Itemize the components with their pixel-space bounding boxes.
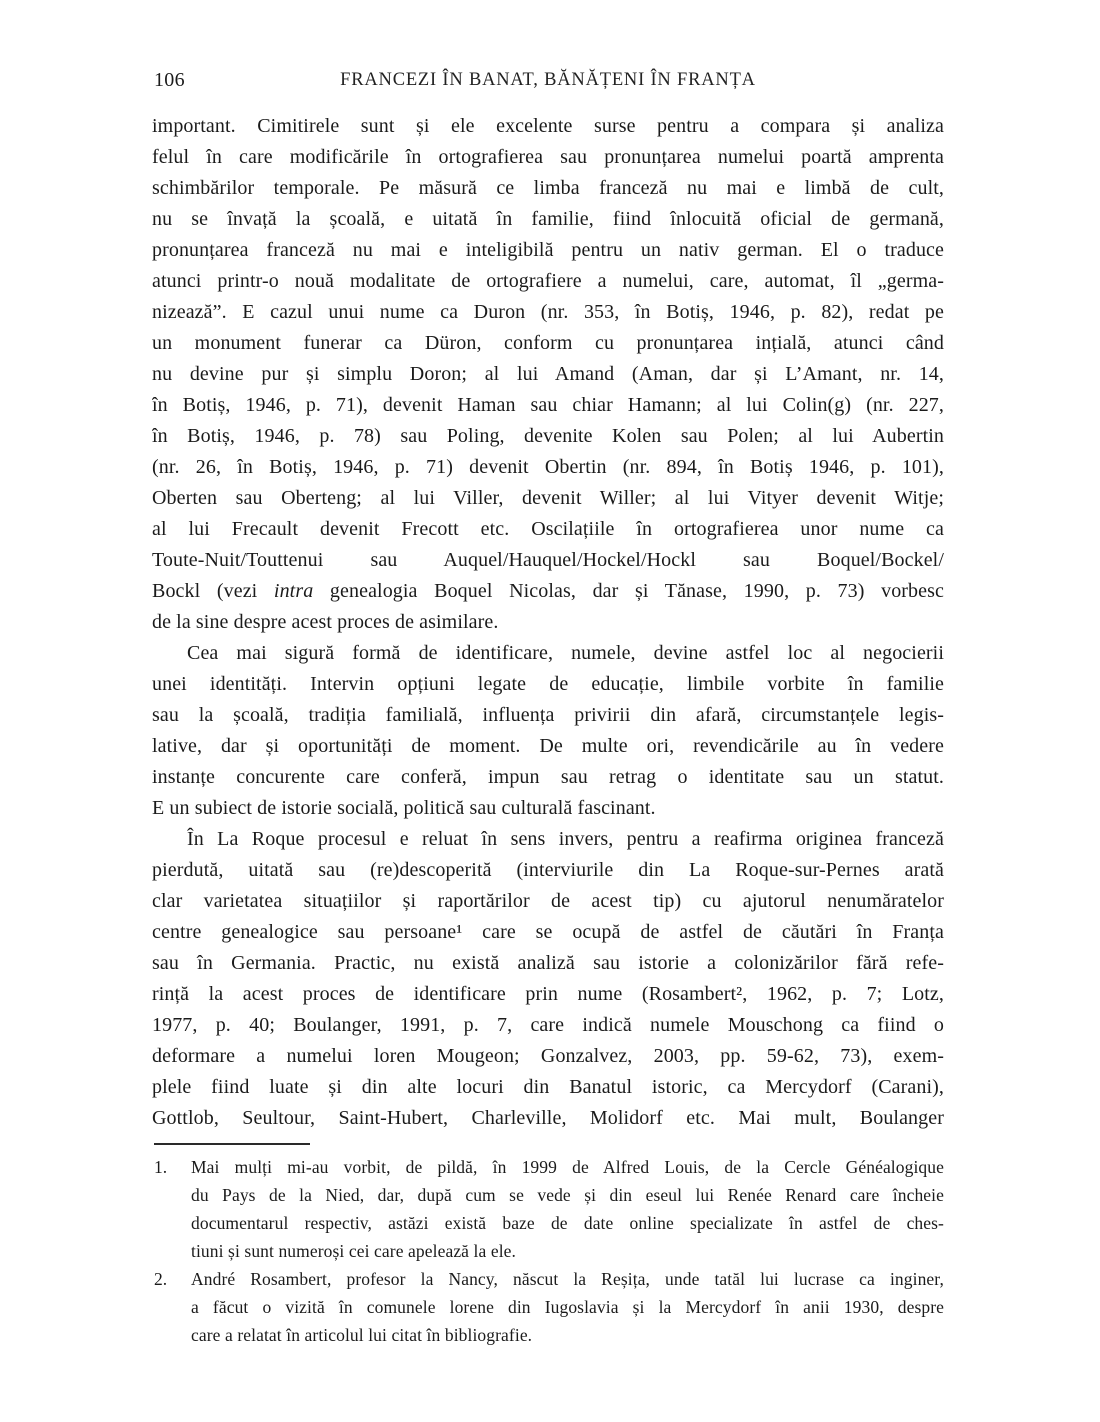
text-line (152, 762, 944, 793)
page-header (152, 68, 944, 92)
body-text (152, 111, 944, 1134)
text-line (152, 700, 944, 731)
text-segment: un monument funerar ca Düron, conform cu pronunțarea ințială, atunci când (152, 332, 944, 354)
running-header: FRANCEZI ÎN BANAT, BĂNĂȚENI ÎN FRANȚA (340, 70, 756, 90)
text-segment: a făcut o vizită în comunele lorene din Iugoslavia și la Mercydorf în anii 1930, despre (191, 1297, 944, 1317)
footnote (152, 1153, 944, 1265)
text-line (152, 1072, 944, 1103)
text-segment: pierdută, uitată sau (re)descoperită (interviurile din La Roque-sur-Pernes arată (152, 859, 944, 881)
text-segment: clar varietatea situațiilor și raportărilor de acest tip) cu ajutorul nenumăratelor (152, 890, 944, 912)
footnote-line (191, 1321, 944, 1349)
footnote-line (191, 1237, 944, 1265)
text-segment: Bockl (vezi (152, 580, 274, 602)
text-line (152, 917, 944, 948)
text-line (152, 297, 944, 328)
text-segment: du Pays de la Nied, dar, după cum se vede și din eseul lui Renée Renard care încheie (191, 1185, 944, 1205)
text-line (152, 390, 944, 421)
text-segment: felul în care modificările în ortografierea sau pronunțarea numelui poartă amprenta (152, 146, 944, 168)
text-segment: plele fiind luate și din alte locuri din Banatul istoric, ca Mercydorf (Carani), (152, 1076, 944, 1098)
text-segment: atunci printr-o nouă modalitate de ortografiere a numelui, care, automat, îl „germa- (152, 270, 944, 292)
text-segment: de la sine despre acest proces de asimilare. (152, 611, 499, 633)
text-segment: centre genealogice sau persoane¹ care se ocupă de astfel de căutări în Franța (152, 921, 944, 943)
text-line (152, 607, 944, 638)
text-line (152, 824, 944, 855)
text-segment: în Botiș, 1946, p. 78) sau Poling, devenite Kolen sau Polen; al lui Aubertin (152, 425, 944, 447)
text-segment: Toute-Nuit/Touttenui sau Auquel/Hauquel/Hockel/Hockl sau Boquel/Bockel/ (152, 549, 944, 571)
text-segment: Mai mulți mi-au vorbit, de pildă, în 1999 de Alfred Louis, de la Cercle Généalogique (191, 1157, 944, 1177)
text-segment: al lui Frecault devenit Frecott etc. Oscilațiile în ortografierea unor nume ca (152, 518, 944, 540)
text-line (152, 638, 944, 669)
text-segment: instanțe concurente care conferă, impun sau retrag o identitate sau un statut. (152, 766, 944, 788)
text-segment: Gottlob, Seultour, Saint-Hubert, Charleville, Molidorf etc. Mai mult, Boulanger (152, 1107, 944, 1129)
text-segment: (nr. 26, în Botiș, 1946, p. 71) devenit Obertin (nr. 894, în Botiș 1946, p. 101), (152, 456, 944, 478)
text-segment: sau în Germania. Practic, nu există analiză sau istorie a colonizărilor fără refe- (152, 952, 944, 974)
text-segment: nu devine pur și simplu Doron; al lui Amand (Aman, dar și L’Amant, nr. 14, (152, 363, 944, 385)
text-segment: important. Cimitirele sunt și ele excelente surse pentru a compara și analiza (152, 115, 944, 137)
text-line (152, 979, 944, 1010)
text-line (152, 545, 944, 576)
text-line (152, 1041, 944, 1072)
footnote-separator-rule (154, 1143, 310, 1145)
text-line (152, 731, 944, 762)
text-segment: unei identități. Intervin opțiuni legate de educație, limbile vorbite în familie (152, 673, 944, 695)
text-line (152, 886, 944, 917)
text-line (152, 669, 944, 700)
text-segment: genealogia Boquel Nicolas, dar și Tănase, 1990, p. 73) vorbesc (313, 580, 944, 602)
footnote-marker: 2. (154, 1269, 168, 1289)
footnote-line (191, 1181, 944, 1209)
text-segment: pronunțarea franceză nu mai e inteligibilă pentru un nativ german. El o traduce (152, 239, 944, 261)
text-segment: schimbărilor temporale. Pe măsură ce limba franceză nu mai e limbă de cult, (152, 177, 944, 199)
text-line (152, 1103, 944, 1134)
footnote-line (191, 1265, 944, 1293)
text-line (152, 948, 944, 979)
text-line (152, 235, 944, 266)
text-segment: în Botiș, 1946, p. 71), devenit Haman sau chiar Hamann; al lui Colin(g) (nr. 227, (152, 394, 944, 416)
text-line (152, 359, 944, 390)
text-segment: E un subiect de istorie socială, politică sau culturală fascinant. (152, 797, 656, 819)
text-segment: rință la acest proces de identificare prin nume (Rosambert², 1962, p. 7; Lotz, (152, 983, 944, 1005)
text-line (152, 266, 944, 297)
text-line (152, 793, 944, 824)
text-segment: Cea mai sigură formă de identificare, numele, devine astfel loc al negocierii (187, 642, 944, 664)
footnote-line (191, 1209, 944, 1237)
text-line (152, 142, 944, 173)
text-line (152, 1010, 944, 1041)
text-segment: sau la școală, tradiția familială, influența privirii din afară, circumstanțele legis- (152, 704, 944, 726)
text-segment: 1977, p. 40; Boulanger, 1991, p. 7, care indică numele Mouschong ca fiind o (152, 1014, 944, 1036)
footnote-line (191, 1293, 944, 1321)
text-segment: În La Roque procesul e reluat în sens invers, pentru a reafirma originea franceză (187, 828, 944, 850)
footnote-line (191, 1153, 944, 1181)
footnotes (152, 1153, 944, 1349)
footnote-marker: 1. (154, 1157, 168, 1177)
text-segment: tiuni și sunt numeroși cei care apelează la ele. (191, 1241, 517, 1261)
text-segment: nu se învață la școală, e uitată în familie, fiind înlocuită oficial de germană, (152, 208, 944, 230)
text-line (152, 483, 944, 514)
text-segment: documentarul respectiv, astăzi există baze de date online specializate în astfel de ches- (191, 1213, 944, 1233)
text-line (152, 421, 944, 452)
text-line (152, 855, 944, 886)
text-line (152, 452, 944, 483)
text-line (152, 111, 944, 142)
italic-text: intra (273, 580, 314, 602)
text-segment: lative, dar și oportunități de moment. De multe ori, revendicările au în vedere (152, 735, 944, 757)
text-segment: deformare a numelui loren Mougeon; Gonzalvez, 2003, pp. 59-62, 73), exem- (152, 1045, 944, 1067)
text-line (152, 514, 944, 545)
text-segment: nizează”. E cazul unui nume ca Duron (nr. 353, în Botiș, 1946, p. 82), redat pe (152, 301, 944, 323)
text-line (152, 204, 944, 235)
page-number: 106 (154, 69, 185, 91)
text-segment: Oberten sau Oberteng; al lui Viller, devenit Willer; al lui Vityer devenit Witje; (152, 487, 944, 509)
text-segment: André Rosambert, profesor la Nancy, născut la Reșița, unde tatăl lui lucrase ca inginer, (191, 1269, 944, 1289)
text-line (152, 328, 944, 359)
text-line (152, 173, 944, 204)
footnote (152, 1265, 944, 1349)
text-line (152, 576, 944, 607)
text-segment: care a relatat în articolul lui citat în bibliografie. (191, 1325, 533, 1345)
